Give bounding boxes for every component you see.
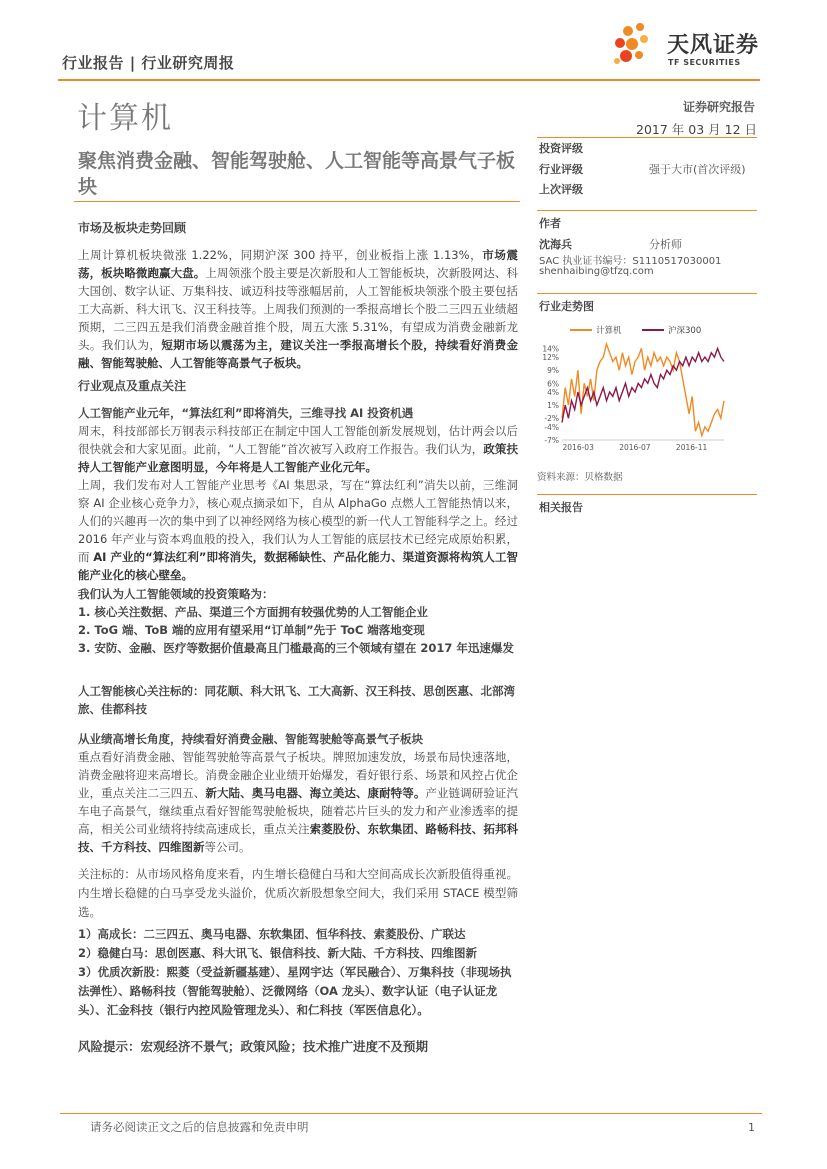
text-run-bold: 索菱股份、东软集团、路畅科技、拓邦科技、千方科技、四维图新 xyxy=(78,822,519,854)
prev-rating-label: 上次评级 xyxy=(539,183,583,196)
brand-name: 天风证券 xyxy=(667,33,760,58)
picks-item: 1）高成长：二三四五、奥马电器、东软集团、恒华科技、索菱股份、广联达 xyxy=(78,927,466,941)
picks-item: 3）优质次新股：熙菱（受益新疆基建）、星网宇达（军民融合）、万集科技（非现场执法弹性）、路畅科技（智能驾驶舱）、泛微网络（OA 龙头）、数字认证（电子认证龙头）、汇金科技（银行内控风险管理龙头）、和仁科技（军医信息化）。 xyxy=(78,965,512,1017)
text-run: 周末，科技部部长万钢表示科技部正在制定中国人工智能创新发展规划，估计两会以后很快就会和大家见面。此前，“人工智能”首次被写入政府工作报告。我们认为， xyxy=(78,424,518,456)
y-tick-label: 9% xyxy=(547,366,559,376)
rating-heading: 投资评级 xyxy=(539,142,583,155)
chart-source: 资料来源：贝格数据 xyxy=(537,472,623,483)
author-heading: 作者 xyxy=(539,217,561,230)
section-heading-views: 行业观点及重点关注 xyxy=(78,379,187,393)
industry-trend-chart xyxy=(532,318,732,458)
rating-value: 强于大市(首次评级) xyxy=(649,163,746,176)
y-tick-label: -2% xyxy=(544,414,559,424)
chart-heading: 行业走势图 xyxy=(539,300,594,313)
strategy-item: 3. 安防、金融、医疗等数据价值最高且门槛最高的三个领域有望在 2017 年迅速爆发 xyxy=(78,641,514,655)
header-divider xyxy=(58,79,760,81)
author-title: 分析师 xyxy=(649,238,682,251)
author-email[interactable]: shenhaibing@tfzq.com xyxy=(539,266,654,277)
report-date: 2017 年 03 月 12 日 xyxy=(636,122,757,137)
author-cert: SAC 执业证书编号：S1110517030001 xyxy=(539,256,722,267)
text-run: 等公司。 xyxy=(204,840,251,854)
y-tick-label: -4% xyxy=(544,422,559,432)
section-heading-market: 市场及板块走势回顾 xyxy=(78,221,187,235)
legend-label: 计算机 xyxy=(596,326,622,336)
text-run: 重点看好消费金融、智能驾驶舱等高景气子板块。牌照加速发放，场景布局快速落地，消费金融将迎来高增长。消费金融企业业绩开始爆发，看好银行系、场景和风控占优企业，重点关注二三四五、 xyxy=(78,750,518,800)
picks-item: 2）稳健白马：思创医惠、科大讯飞、银信科技、新大陆、千方科技、四维图新 xyxy=(78,946,477,960)
x-tick-label: 2016-07 xyxy=(619,443,651,452)
legend-label: 沪深300 xyxy=(668,326,702,336)
page-number: 1 xyxy=(748,1121,755,1134)
risk-warning: 风险提示：宏观经济不景气；政策风险；技术推广进度不及预期 xyxy=(78,1039,429,1054)
author-name: 沈海兵 xyxy=(539,238,572,251)
author-divider xyxy=(537,210,757,211)
report-type: 证券研究报告 xyxy=(682,100,755,114)
strategy-item: 1. 核心关注数据、产品、渠道三个方面拥有较强优势的人工智能企业 xyxy=(78,605,428,619)
y-tick-label: 4% xyxy=(547,388,559,397)
paragraph-growth xyxy=(78,748,518,856)
text-run-bold: AI 产业的“算法红利”即将消失，数据稀缺性、产品化能力、渠道资源将构筑人工智能产业化的核心壁垒。 xyxy=(78,550,519,582)
x-tick-label: 2016-03 xyxy=(562,443,594,452)
tf-logo-icon xyxy=(610,18,666,74)
text-run-bold: 政策扶持人工智能产业意图明显，今年将是人工智能产业化元年。 xyxy=(78,442,518,474)
paragraph-market xyxy=(78,246,518,372)
y-tick-label: 1% xyxy=(547,401,559,411)
chart-divider xyxy=(537,293,757,294)
title-divider xyxy=(74,201,520,202)
y-tick-label: 14% xyxy=(542,344,559,354)
y-tick-label: 12% xyxy=(542,353,559,363)
subheading-ai: 人工智能产业元年，“算法红利”即将消失，三维寻找 AI 投资机遇 xyxy=(78,406,414,420)
rating-divider xyxy=(537,137,757,138)
text-run: 上周，我们发布对人工智能产业思考《AI 集思录，写在“算法红利”消失以前，三维洞察 AI 企业核心竞争力》，核心观点摘录如下，自从 AlphaGo 点燃人工智能热情以来，人们的兴趣再一次的集中到了以神经网络为核心模型的新一代人工智能科学之上。经过 2016 年产业与资本鸡血般的投入，我们认为人工智能的底层技术已经完成原始积累，而 xyxy=(78,478,518,564)
y-tick-label: 6% xyxy=(547,379,559,389)
text-run-bold: 短期市场以震荡为主，建议关注一季报高增长个股，持续看好消费金融、智能驾驶舱、人工智能等高景气子板块。 xyxy=(78,338,519,370)
text-run-bold: 市场震荡，板块略微跑赢大盘。 xyxy=(78,248,519,280)
related-divider xyxy=(537,494,757,495)
text-run: 上周领涨个股主要是次新股和人工智能板块，次新股网达、科大国创、数字认证、万集科技、诚迈科技等涨幅居前，人工智能板块领涨个股主要包括工大高新、科大讯飞、汉王科技等。上周我们预测的一季报高增长个股二三四五业绩超预期，二三四五是我们消费金融首推个股，周五大涨 5.31%，有望成为消费金融新龙头。我们认为， xyxy=(78,266,518,352)
paragraph-ai-report xyxy=(78,476,518,584)
footer-divider xyxy=(60,1113,762,1114)
strategy-heading: 我们认为人工智能领域的投资策略为： xyxy=(78,587,274,601)
industry-title: 计算机 xyxy=(77,101,173,136)
report-title: 聚焦消费金融、智能驾驶舱、人工智能等高景气子板块 xyxy=(78,150,516,198)
text-run-bold: 新大陆、奥马电器、海立美达、康耐特等。 xyxy=(205,786,426,800)
y-tick-label: -7% xyxy=(544,436,559,445)
rating-label: 行业评级 xyxy=(539,163,583,176)
text-run: 上周计算机板块微涨 1.22%，同期沪深 300 持平，创业板指上涨 1.13%， xyxy=(78,248,483,262)
paragraph-picks-intro: 关注标的：从市场风格角度来看，内生增长稳健白马和大空间高成长次新股值得重视。内生增长稳健的白马享受龙头溢价，优质次新股想象空间大，我们采用 STACE 模型筛选。 xyxy=(78,867,518,919)
ai-picks: 人工智能核心关注标的：同花顺、科大讯飞、工大高新、汉王科技、思创医惠、北部湾旅、佳都科技 xyxy=(78,684,515,716)
strategy-item: 2. ToG 端、ToB 端的应用有望采用“订单制”先于 ToC 端落地变现 xyxy=(78,623,425,637)
footer-disclaimer[interactable]: 请务必阅读正文之后的信息披露和免责申明 xyxy=(90,1120,309,1134)
brand-name-en: TF SECURITIES xyxy=(668,58,741,67)
paragraph-ai-policy xyxy=(78,422,518,476)
report-category: 行业报告 | 行业研究周报 xyxy=(62,54,235,72)
related-heading: 相关报告 xyxy=(539,501,583,514)
text-run: 产业链调研验证汽车电子高景气，继续重点看好智能驾驶舱板块，随着芯片巨头的发力和产业渗透率的提高，相关公司业绩将持续高速成长，重点关注 xyxy=(78,786,519,836)
subheading-growth: 从业绩高增长角度，持续看好消费金融、智能驾驶舱等高景气子板块 xyxy=(78,732,423,746)
x-tick-label: 2016-11 xyxy=(675,443,708,452)
